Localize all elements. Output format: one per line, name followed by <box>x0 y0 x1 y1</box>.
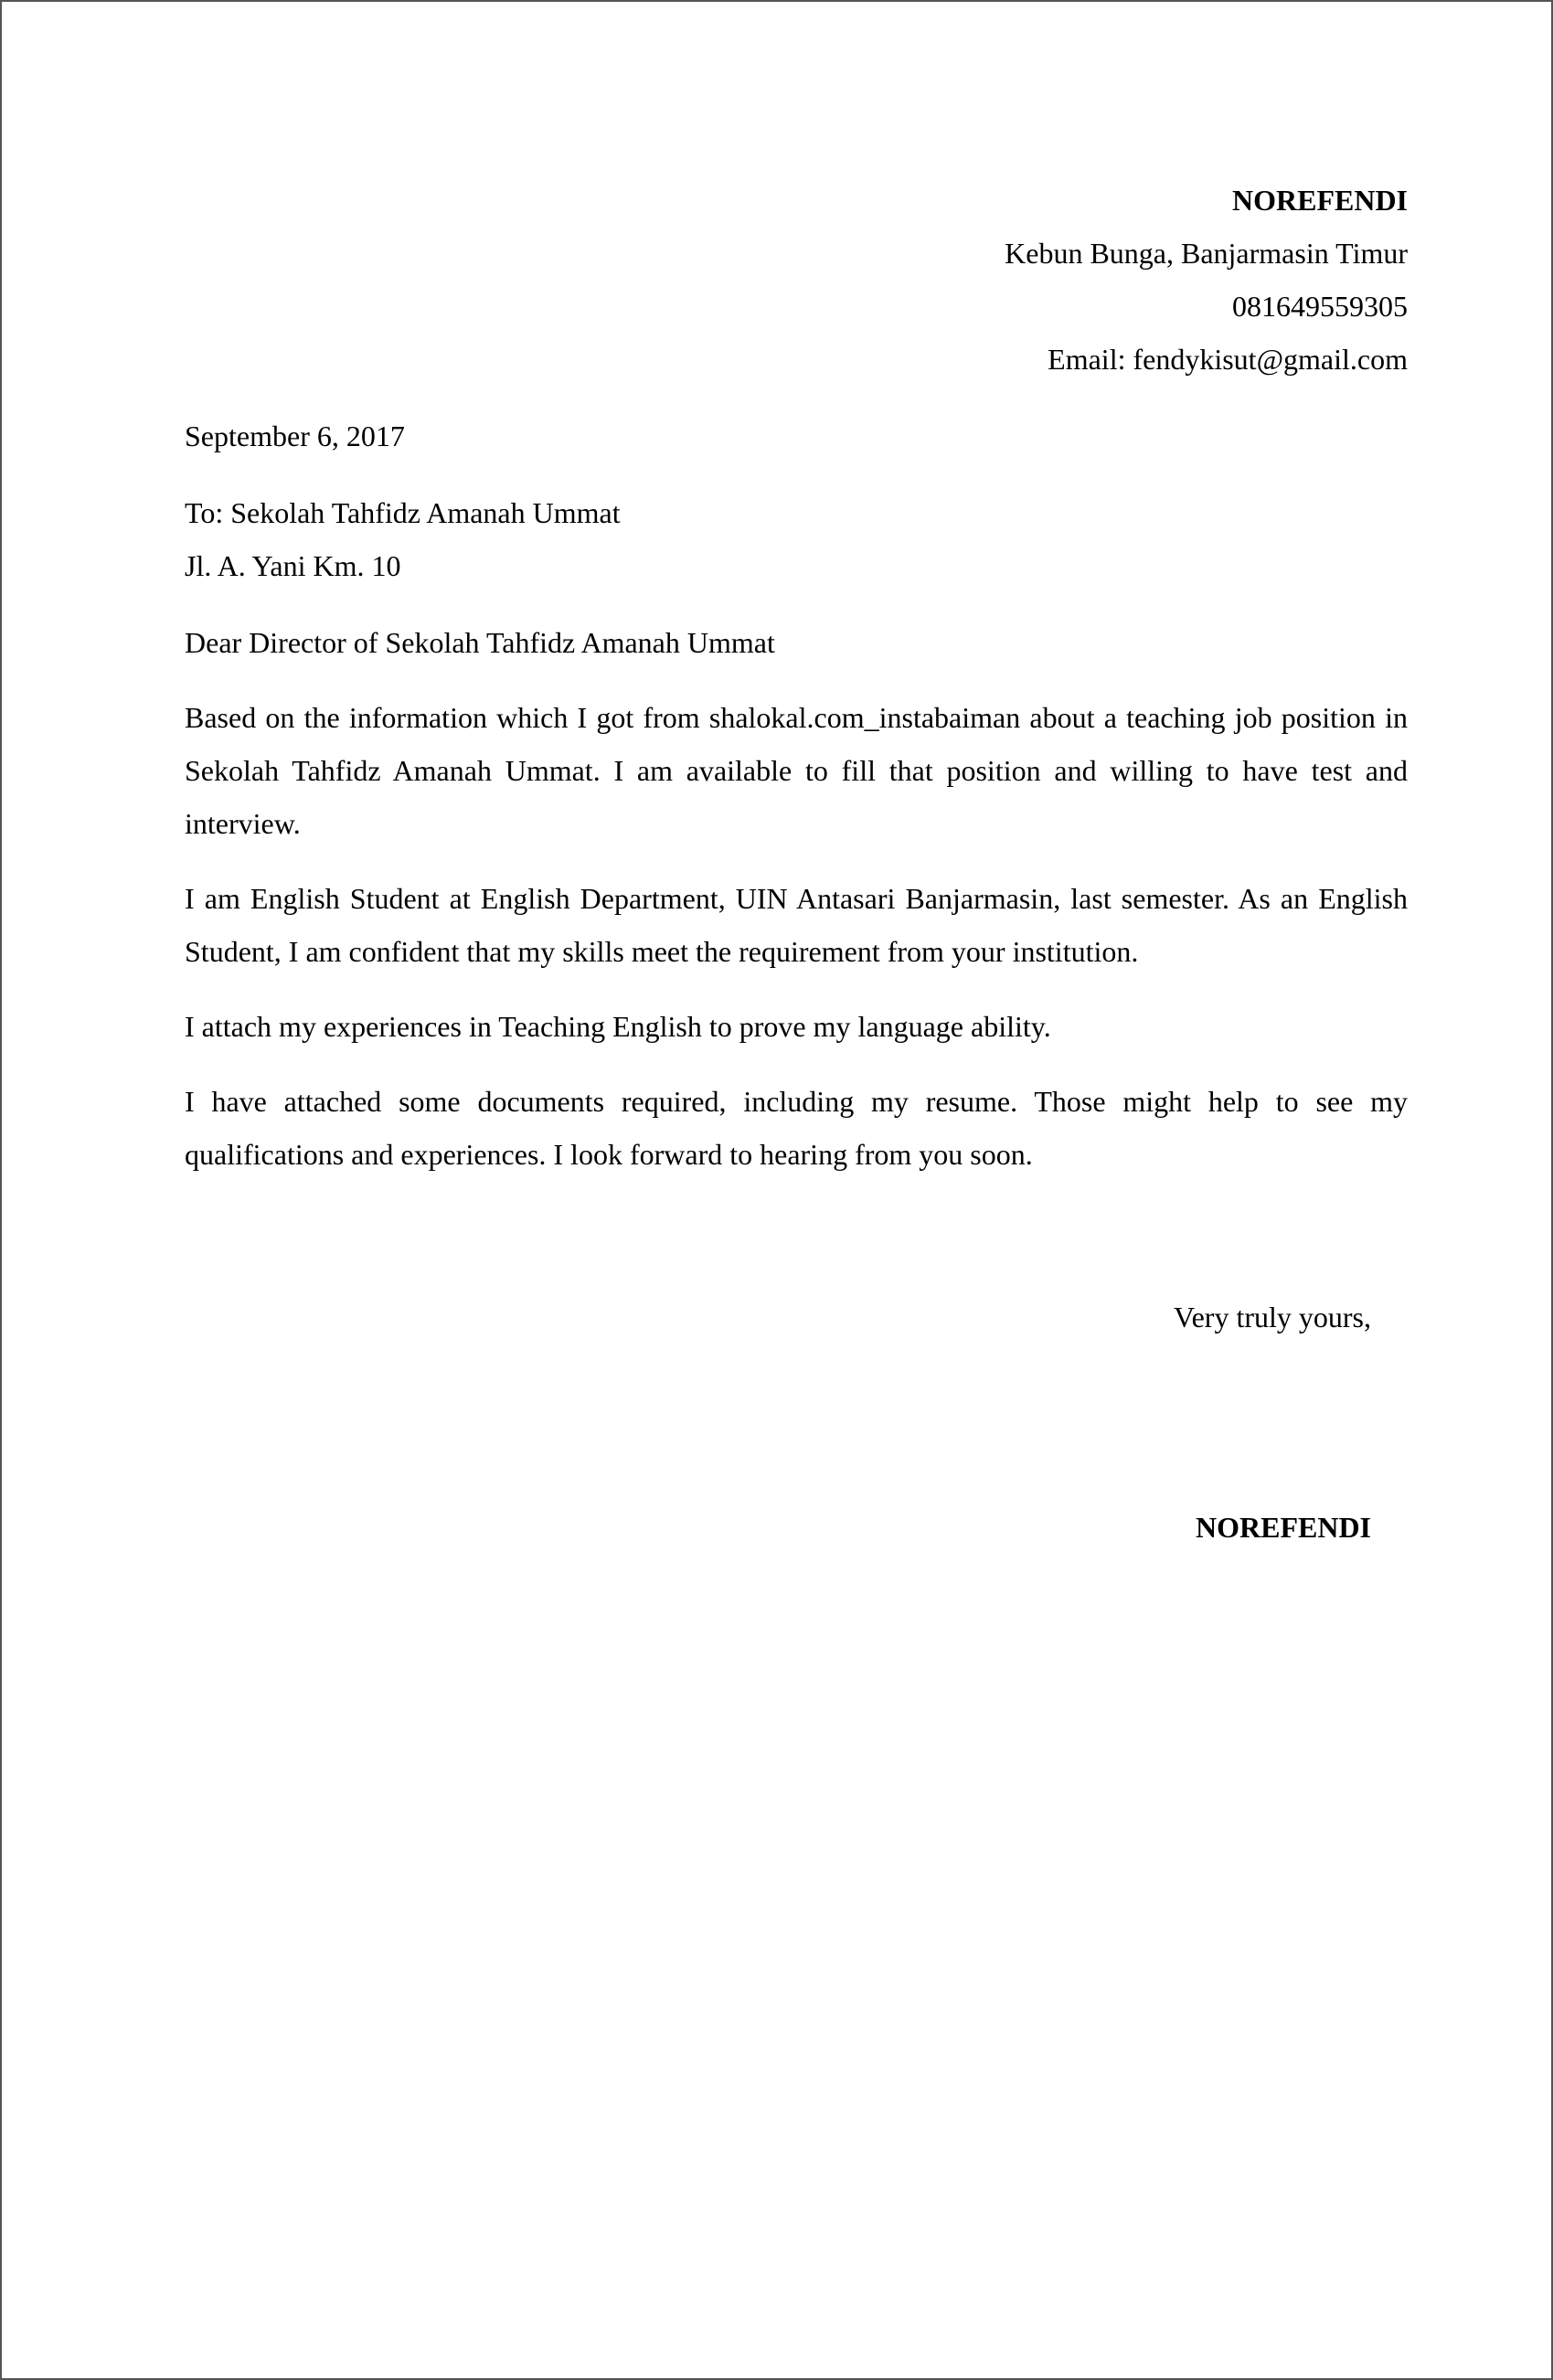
sender-name: NOREFENDI <box>1231 184 1408 217</box>
body-paragraph: I have attached some documents required, including my resume. Those might help to see my qualifications and experiences. I look forward to hearing from you soon. <box>185 1085 1408 1171</box>
salutation: Dear Director of Sekolah Tahfidz Amanah Ummat <box>185 626 775 659</box>
sender-email: Email: fendykisut@gmail.com <box>1048 343 1408 376</box>
body-paragraph: I am English Student at English Department, UIN Antasari Banjarmasin, last semester. As an English Student, I am confident that my skills meet the requirement from your institution. <box>185 882 1408 968</box>
body-paragraph: Based on the information which I got from shalokal.com_instabaiman about a teaching job position in Sekolah Tahfidz Amanah Ummat. I am available to fill that position and willing to have test and interview. <box>185 701 1408 840</box>
letter-date: September 6, 2017 <box>185 420 405 452</box>
cover-letter <box>185 174 1408 1544</box>
recipient-address: Jl. A. Yani Km. 10 <box>185 549 401 582</box>
signature-name: NOREFENDI <box>1195 1511 1371 1544</box>
recipient-block <box>185 486 1408 592</box>
recipient-to: To: Sekolah Tahfidz Amanah Ummat <box>185 496 621 529</box>
sender-block <box>185 174 1408 386</box>
sender-address: Kebun Bunga, Banjarmasin Timur <box>1005 237 1408 270</box>
closing: Very truly yours, <box>1174 1301 1371 1333</box>
body-paragraph: I attach my experiences in Teaching English to prove my language ability. <box>185 1010 1051 1043</box>
sender-phone: 081649559305 <box>1232 290 1408 323</box>
